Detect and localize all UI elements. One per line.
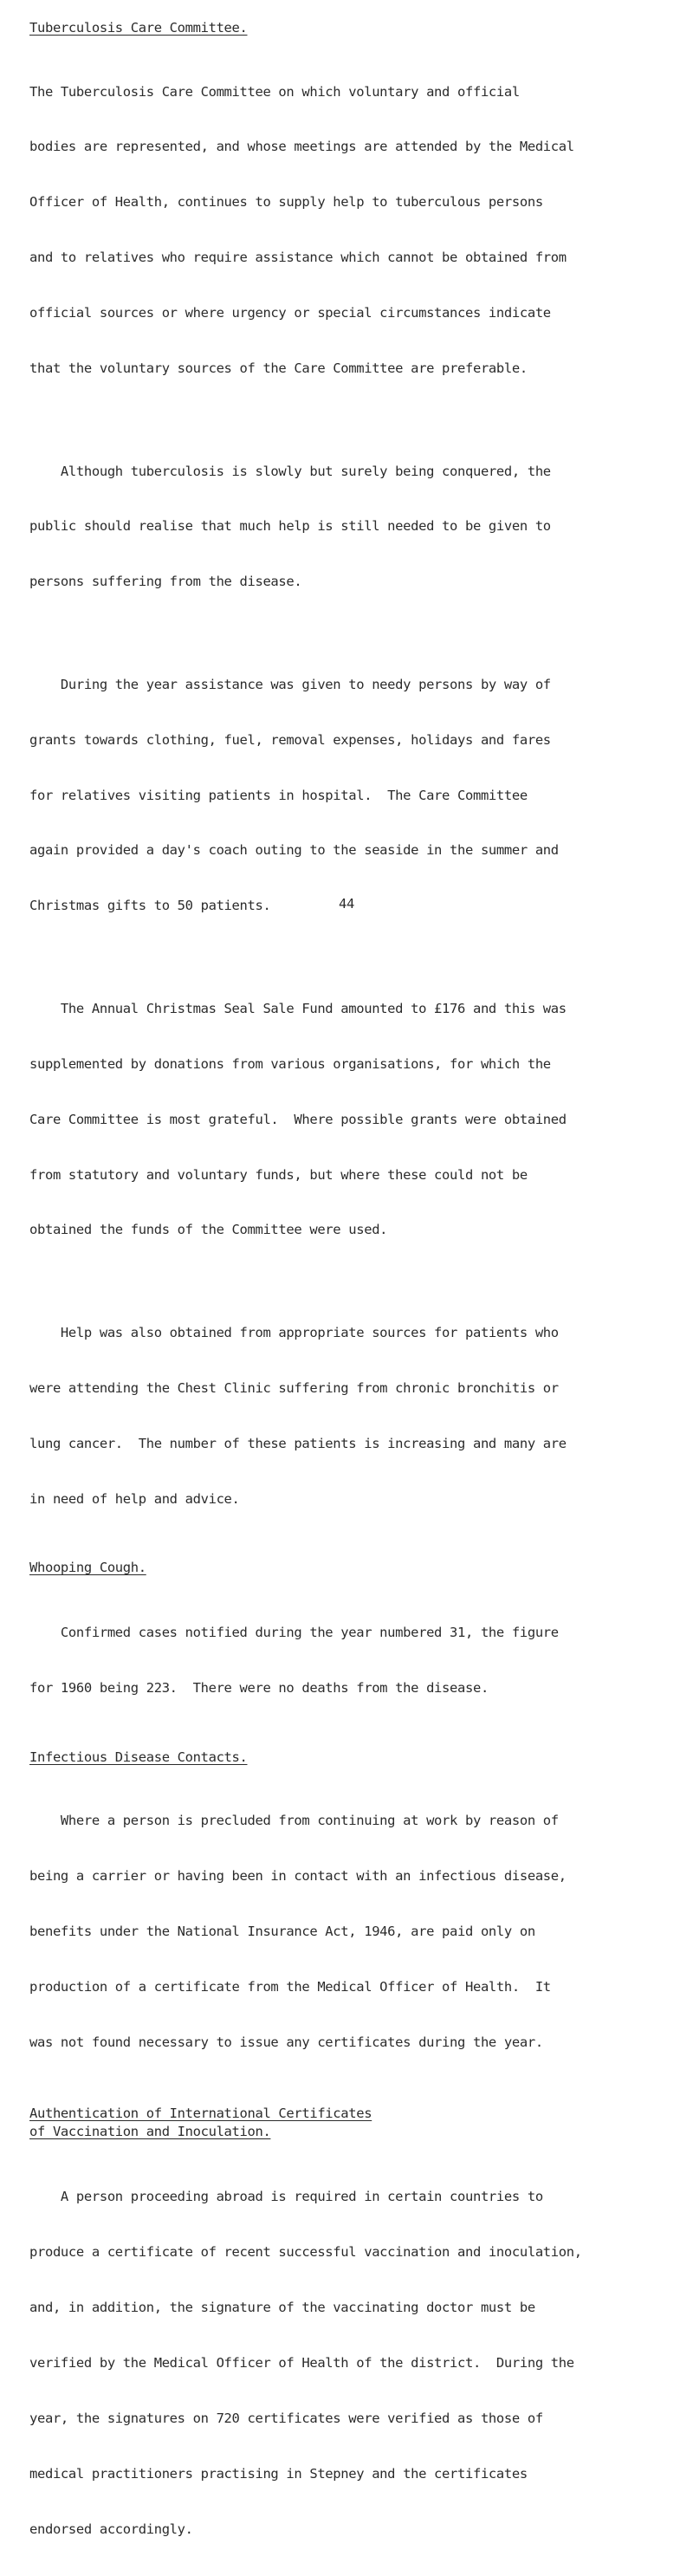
text-line: The Annual Christmas Seal Sale Fund amounted to £176 and this was bbox=[29, 1000, 567, 1016]
text-line: obtained the funds of the Committee were used. bbox=[29, 1222, 388, 1238]
paragraph-authentication-1 bbox=[29, 2151, 670, 2576]
text-line: Help was also obtained from appropriate sources for patients who bbox=[29, 1324, 559, 1340]
section-heading-infectious-disease: Infectious Disease Contacts. bbox=[29, 1749, 248, 1765]
text-line: medical practitioners practising in Stepney and the certificates bbox=[29, 2465, 528, 2482]
paragraph-tb-5 bbox=[29, 1287, 670, 1545]
section-heading-authentication-line2: of Vaccination and Inoculation. bbox=[29, 2123, 271, 2139]
text-line: Although tuberculosis is slowly but surely being conquered, the bbox=[29, 463, 551, 479]
text-line: from statutory and voluntary funds, but where these could not be bbox=[29, 1166, 528, 1183]
paragraph-whooping-1 bbox=[29, 1586, 670, 1734]
text-line: for relatives visiting patients in hospital. The Care Committee bbox=[29, 787, 528, 803]
paragraph-tb-2 bbox=[29, 425, 670, 628]
text-line: and, in addition, the signature of the vaccinating doctor must be bbox=[29, 2300, 535, 2316]
text-line: public should realise that much help is still needed to be given to bbox=[29, 518, 551, 535]
text-line: A person proceeding abroad is required in certain countries to bbox=[29, 2189, 543, 2205]
paragraph-infectious-1 bbox=[29, 1775, 670, 2089]
text-line: grants towards clothing, fuel, removal expenses, holidays and fares bbox=[29, 731, 551, 748]
text-line: that the voluntary sources of the Care Committee are preferable. bbox=[29, 360, 528, 377]
text-line: benefits under the National Insurance Act, 1946, are paid only on bbox=[29, 1924, 535, 1940]
text-line: The Tuberculosis Care Committee on which voluntary and official bbox=[29, 83, 520, 100]
text-line: Where a person is precluded from continuing at work by reason of bbox=[29, 1813, 559, 1829]
text-line: again provided a day's coach outing to the seaside in the summer and bbox=[29, 842, 559, 859]
section-heading-whooping-cough: Whooping Cough. bbox=[29, 1560, 146, 1576]
text-line: being a carrier or having been in contact with an infectious disease, bbox=[29, 1868, 567, 1885]
section-heading-tuberculosis: Tuberculosis Care Committee. bbox=[29, 20, 248, 36]
page-number: 44 bbox=[339, 896, 354, 912]
text-line: year, the signatures on 720 certificates were verified as those of bbox=[29, 2411, 543, 2427]
text-line: for 1960 being 223. There were no deaths from the disease. bbox=[29, 1679, 489, 1696]
text-line: lung cancer. The number of these patients is increasing and many are bbox=[29, 1435, 567, 1451]
text-line: in need of help and advice. bbox=[29, 1490, 240, 1507]
text-line: persons suffering from the disease. bbox=[29, 574, 302, 590]
text-line: verified by the Medical Officer of Health of the district. During the bbox=[29, 2355, 574, 2372]
paragraph-tb-1 bbox=[29, 46, 670, 415]
section-heading-authentication-line1: Authentication of International Certificates bbox=[29, 2105, 372, 2121]
text-line: official sources or where urgency or special circumstances indicate bbox=[29, 305, 551, 321]
text-line: Officer of Health, continues to supply help to tuberculous persons bbox=[29, 194, 543, 211]
text-line: Christmas gifts to 50 patients. bbox=[29, 898, 271, 914]
text-line: and to relatives who require assistance which cannot be obtained from bbox=[29, 250, 567, 266]
text-line: supplemented by donations from various organisations, for which the bbox=[29, 1055, 551, 1072]
text-line: During the year assistance was given to needy persons by way of bbox=[29, 676, 551, 692]
text-line: endorsed accordingly. bbox=[29, 2521, 193, 2537]
paragraph-tb-4 bbox=[29, 963, 670, 1276]
text-line: Care Committee is most grateful. Where possible grants were obtained bbox=[29, 1111, 567, 1127]
text-line: bodies are represented, and whose meetings are attended by the Medical bbox=[29, 139, 574, 155]
text-line: production of a certificate from the Medical Officer of Health. It bbox=[29, 1979, 551, 1995]
text-line: were attending the Chest Clinic suffering from chronic bronchitis or bbox=[29, 1379, 559, 1396]
document-page bbox=[29, 19, 670, 2576]
text-line: produce a certificate of recent successful vaccination and inoculation, bbox=[29, 2244, 582, 2261]
text-line: was not found necessary to issue any certificates during the year. bbox=[29, 2034, 543, 2050]
text-line: Confirmed cases notified during the year numbered 31, the figure bbox=[29, 1625, 559, 1641]
